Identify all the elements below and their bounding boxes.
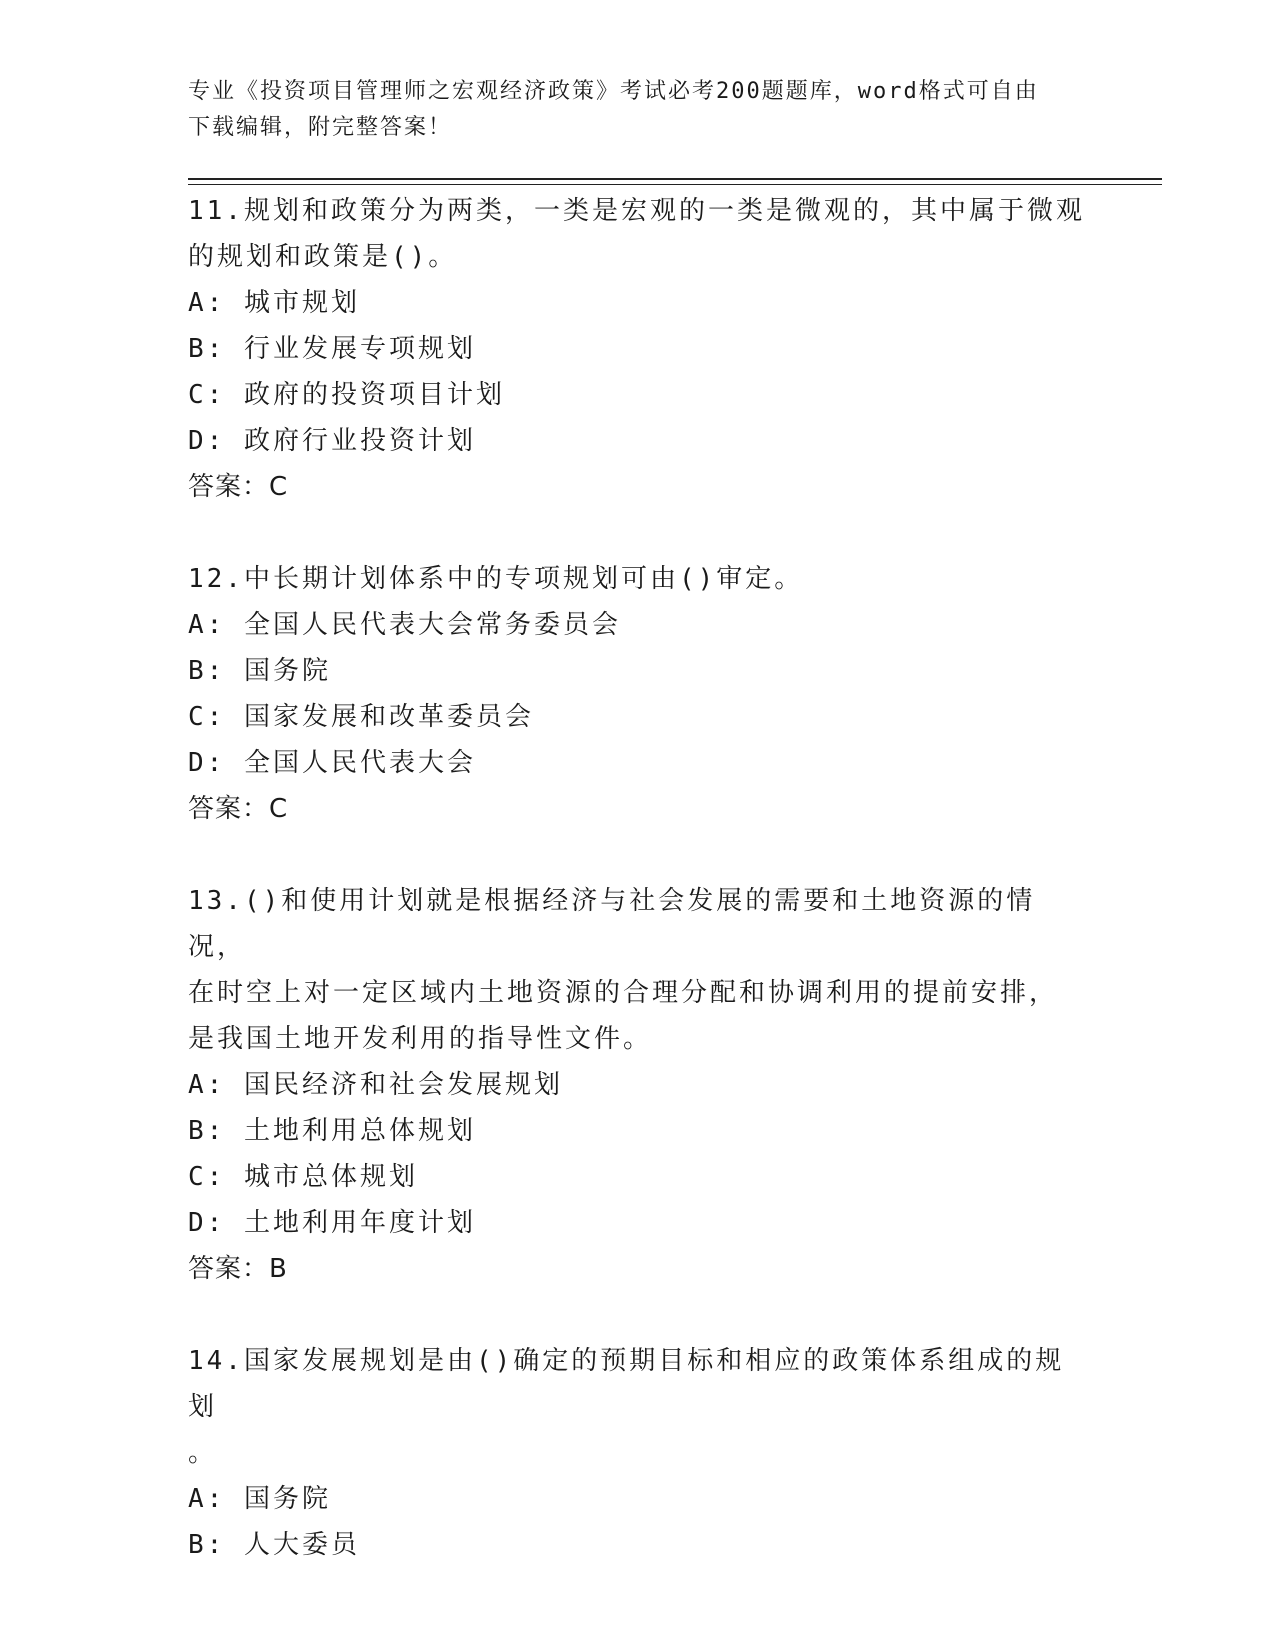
option-a: A: 国务院 [188, 1484, 331, 1514]
question-stem-line: 14.国家发展规划是由()确定的预期目标和相应的政策体系组成的规划 [188, 1346, 1065, 1422]
question-12 [188, 556, 1088, 832]
answer-text: 答案：B [188, 1254, 288, 1284]
option-b: B: 人大委员 [188, 1530, 360, 1560]
option-b: B: 行业发展专项规划 [188, 334, 476, 364]
question-stem-line: 12.中长期计划体系中的专项规划可由()审定。 [188, 564, 804, 594]
question-stem-line: 在时空上对一定区域内土地资源的合理分配和协调利用的提前安排， [188, 978, 1059, 1008]
question-14 [188, 1338, 1088, 1568]
header-divider-thin [188, 184, 1162, 185]
option-c: C: 政府的投资项目计划 [188, 380, 505, 410]
document-header [188, 74, 1088, 146]
answer-text: 答案：C [188, 794, 289, 824]
option-b: B: 土地利用总体规划 [188, 1116, 476, 1146]
header-line-2: 下载编辑，附完整答案！ [188, 115, 453, 140]
option-c: C: 城市总体规划 [188, 1162, 418, 1192]
question-13 [188, 878, 1088, 1292]
question-list [188, 188, 1088, 1614]
question-stem-line: 。 [188, 1438, 218, 1468]
question-stem-line: 11.规划和政策分为两类，一类是宏观的一类是微观的，其中属于微观 [188, 196, 1085, 226]
question-stem-line: 13.()和使用计划就是根据经济与社会发展的需要和土地资源的情况， [188, 886, 1036, 962]
answer-text: 答案：C [188, 472, 289, 502]
option-d: D: 全国人民代表大会 [188, 748, 476, 778]
question-stem-line: 的规划和政策是()。 [188, 242, 458, 272]
option-a: A: 国民经济和社会发展规划 [188, 1070, 563, 1100]
option-d: D: 土地利用年度计划 [188, 1208, 476, 1238]
question-stem-line: 是我国土地开发利用的指导性文件。 [188, 1024, 653, 1054]
option-c: C: 国家发展和改革委员会 [188, 702, 534, 732]
option-d: D: 政府行业投资计划 [188, 426, 476, 456]
question-11 [188, 188, 1088, 510]
option-b: B: 国务院 [188, 656, 331, 686]
option-a: A: 全国人民代表大会常务委员会 [188, 610, 621, 640]
option-a: A: 城市规划 [188, 288, 360, 318]
header-line-1: 专业《投资项目管理师之宏观经济政策》考试必考200题题库，word格式可自由 [188, 79, 1039, 104]
header-divider-thick [188, 178, 1162, 180]
